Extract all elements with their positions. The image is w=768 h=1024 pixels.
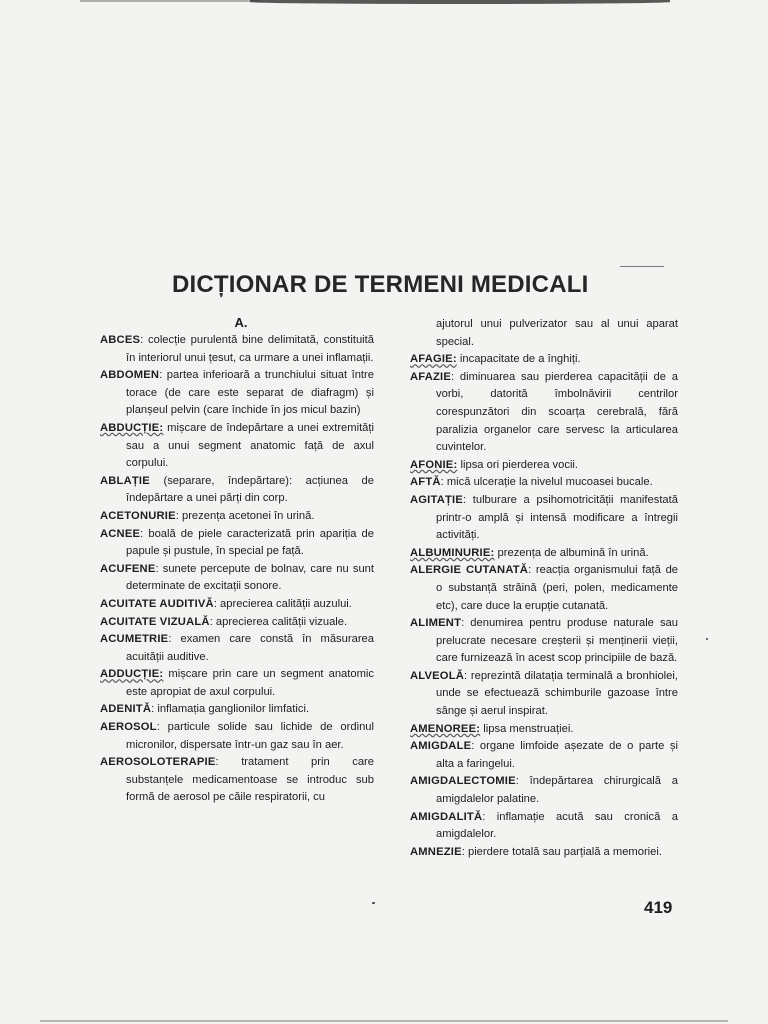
page-number: 419 <box>644 898 673 917</box>
entry-definition: : pierdere totală sau parțială a memoriei. <box>461 845 662 858</box>
dictionary-entry <box>410 773 678 808</box>
left-column <box>100 314 374 807</box>
entry-term: ABCES <box>100 334 141 346</box>
entry-term: ACUFENE <box>100 562 156 575</box>
dictionary-entry <box>100 508 374 526</box>
dictionary-entry <box>410 738 678 773</box>
dictionary-entry <box>100 561 374 596</box>
entry-term: AGITAȚIE <box>410 493 463 506</box>
dictionary-entry <box>100 719 374 754</box>
scan-edge-shadow-top <box>250 0 670 4</box>
entry-definition: : examen care constă în măsurarea acuității auditive. <box>126 633 374 663</box>
entry-term: ACUITATE VIZUALĂ <box>100 615 210 628</box>
entry-term: AEROSOL <box>100 721 157 734</box>
continued-definition: ajutorul unui pulverizator sau al unui aparat special. <box>436 318 678 348</box>
entry-definition: : partea inferioară a trunchiului situat între torace (de care este separat de diafragm) și planșeul pelvin (care închide în jos micul bazin) <box>126 369 374 417</box>
dictionary-entry <box>410 369 678 457</box>
entry-definition: : tulburare a psihomotricității manifestată printr-o amplă și intensă modificare a întregii activități. <box>436 493 678 542</box>
entry-term: ALIMENT <box>410 617 462 630</box>
entry-definition: : boală de piele caracterizată prin apariția de papule și pustule, în special pe față. <box>126 527 374 558</box>
entry-term: AFONIE: <box>410 458 458 471</box>
entry-term: AMNEZIE <box>410 845 462 858</box>
entry-definition: : colecție purulentă bine delimitată, constituită în interiorul unui țesut, ca urmare a unei inflamații. <box>126 334 374 364</box>
entry-term: ACUMETRIE <box>100 633 169 646</box>
entry-definition: : sunete percepute de bolnav, care nu sunt determinate de excitații sonore. <box>126 562 374 593</box>
dictionary-entry <box>100 754 374 807</box>
section-letter: A. <box>234 315 248 330</box>
dictionary-entry <box>410 562 678 615</box>
entry-term: AMIGDALITĂ <box>410 810 483 823</box>
entry-term: ADENITĂ <box>100 703 152 716</box>
dictionary-entry <box>100 332 374 367</box>
dictionary-entry <box>100 526 374 561</box>
dictionary-entry <box>100 631 374 666</box>
entry-definition: incapacitate de a înghiți. <box>456 353 581 366</box>
entry-term: AFTĂ <box>410 476 441 489</box>
entry-definition: lipsa menstruației. <box>480 722 574 735</box>
entry-definition: : îndepărtarea chirurgicală a amigdalelor palatine. <box>436 775 678 806</box>
dictionary-entry <box>410 844 678 862</box>
entry-definition: : diminuarea sau pierderea capacității de a vorbi, datorită îmbolnăvirii centrilor corespunzători din scoarța cerebrală, fără paralizia organelor care servesc la articularea cuvintelor. <box>436 370 678 454</box>
dictionary-entry <box>100 367 374 420</box>
entry-term: ALERGIE CUTANATĂ <box>410 564 529 577</box>
entry-definition: mișcare prin care un segment anatomic este apropiat de axul corpului. <box>126 668 374 698</box>
entry-definition: : organe limfoide așezate de o parte și alta a faringelui. <box>436 740 678 770</box>
entry-term: AMIGDALECTOMIE <box>410 775 516 788</box>
entry-term: ABDOMEN <box>100 369 160 382</box>
entry-definition: : inflamația ganglionilor limfatici. <box>151 703 310 716</box>
entry-term: AFAZIE <box>410 370 451 383</box>
entry-definition: : particule solide sau lichide de ordinul micronilor, dispersate într-un gaz sau în aer. <box>126 721 374 751</box>
right-column <box>410 316 678 861</box>
dictionary-entry <box>410 492 678 545</box>
entry-term: ALVEOLĂ <box>410 669 465 682</box>
entry-term: AMENOREE: <box>410 722 481 735</box>
dictionary-entry <box>410 615 678 668</box>
entry-definition: prezența de albumină în urină. <box>494 546 649 559</box>
entry-term: ACNEE <box>100 527 141 540</box>
scan-edge-shadow-bottom <box>40 1020 728 1022</box>
dictionary-entry <box>410 721 678 739</box>
entry-definition: : aprecierea calității auzului. <box>213 597 352 610</box>
entry-definition: : denumirea pentru produse naturale sau prelucrate necesare creșterii și menținerii vieții, care furnizează în acest scop principiile de bază. <box>436 617 678 665</box>
entry-definition: (separare, îndepărtare): acțiunea de îndepărtare a unei părți din corp. <box>126 474 374 505</box>
entry-definition: : aprecierea calității vizuale. <box>209 615 348 628</box>
dictionary-entry <box>410 457 678 475</box>
entry-term: ABLAȚIE <box>100 474 150 487</box>
dictionary-entry <box>100 666 374 701</box>
dictionary-entry <box>100 596 374 614</box>
entry-term: ACETONURIE <box>100 509 176 522</box>
dictionary-entry <box>100 420 374 473</box>
entry-term: AFAGIE: <box>410 353 457 366</box>
entry-definition: : inflamație acută sau cronică a amigdalelor. <box>436 810 678 841</box>
page-title: DICȚIONAR DE TERMENI MEDICALI <box>172 271 589 299</box>
dictionary-entry <box>410 545 678 563</box>
entry-term: ADDUCȚIE: <box>100 668 164 681</box>
entry-term: AEROSOLOTERAPIE <box>100 756 216 769</box>
scan-edge-shadow-top-left <box>80 0 260 2</box>
dictionary-entry <box>410 809 678 844</box>
entry-definition: lipsa ori pierderea vocii. <box>457 458 579 471</box>
scan-speck <box>372 902 375 904</box>
dictionary-entry <box>410 351 678 369</box>
entry-term: ABDUCȚIE: <box>100 421 164 434</box>
entry-definition: : reprezintă dilatația terminală a bronhiolei, unde se efectuează schimburile gazoase între sânge și aerul inspirat. <box>436 669 678 718</box>
entry-definition: : tratament prin care substanțele medicamentoase se introduc sub formă de aerosol pe căile respiratorii, cu <box>126 756 374 804</box>
dictionary-entry <box>410 474 678 492</box>
dictionary-entry <box>100 701 374 719</box>
entry-definition: : mică ulcerație la nivelul mucoasei bucale. <box>440 476 653 489</box>
title-dash-mark <box>620 266 664 267</box>
dictionary-entry <box>100 473 374 508</box>
entry-term: ALBUMINURIE: <box>410 546 495 559</box>
dictionary-entry <box>100 614 374 632</box>
entry-definition: : prezența acetonei în urină. <box>175 509 315 522</box>
entry-term: AMIGDALE <box>410 740 472 753</box>
dictionary-entry <box>410 668 678 721</box>
entry-definition: mișcare de îndepărtare a unei extremități sau a unui segment anatomic față de axul corpului. <box>126 421 374 470</box>
entry-definition: : reacția organismului față de o substanță străină (peri, polen, medicamente etc), care duce la erupție cutanată. <box>436 564 679 612</box>
scan-speck <box>706 638 708 640</box>
entry-term: ACUITATE AUDITIVĂ <box>100 597 214 610</box>
